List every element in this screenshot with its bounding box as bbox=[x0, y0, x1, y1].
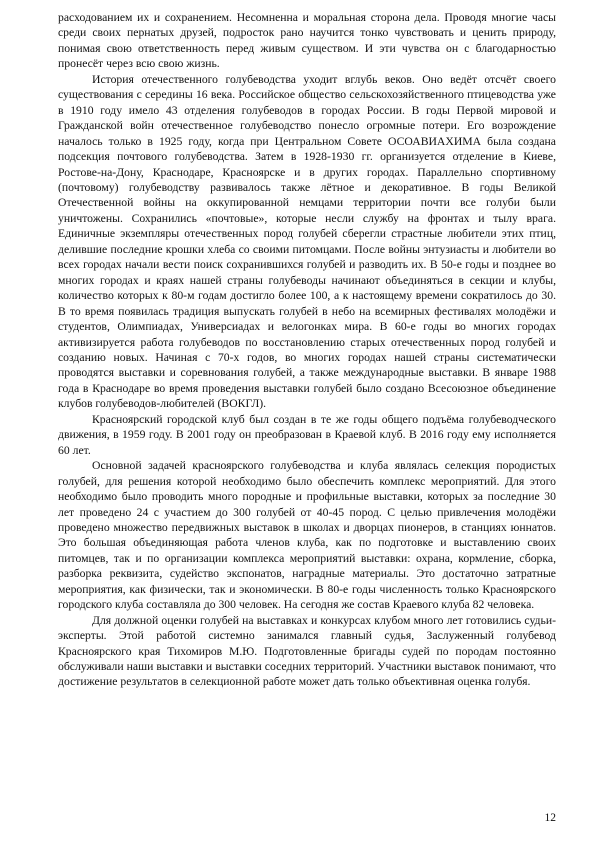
paragraph-3: Красноярский городской клуб был создан в те же годы общего подъёма голубеводческого движения, в 1959 году. В 2001 году он преобразован в Краевой клуб. В 2016 году ему исполняется 60 лет. bbox=[58, 412, 556, 457]
paragraph-2: История отечественного голубеводства уходит вглубь веков. Оно ведёт отсчёт своего существования с середины 16 века. Российское общество сельскохозяйственного птицеводства уже в 1910 году имело 43 отделения голубеводов в городах России. В годы Первой мировой и Гражданской войн отечественное голубеводство понесло огромные потери. Его возрождение началось только в 1925 году, когда при Центральном Совете ОСОАВИАХИМА была создана подсекция почтового голубеводства. Затем в 1928-1930 гг. организуется отделение в Киеве, Ростове-на-Дону, Краснодаре, Красноярске и в других городах. Параллельно спортивному (почтовому) голубеводству развивалось также лётное и декоративное. В годы Великой Отечественной войны на оккупированной немцами территории почти все голуби были уничтожены. Сохранились «почтовые», которые несли службу на фронтах и тылу врага. Единичные экземпляры отечественных пород голубей сберегли страстные любители этих птиц, делившие последние крошки хлеба со своими питомцами. После войны энтузиасты и любители во всех городах начали вести поиск сохранившихся голубей и разводить их. В 50-е годы и позднее во многих городах и краях нашей страны голубеводы начинают объединяться в секции и клубы, количество которых к 80-м годам достигло более 100, а к настоящему времени сократилось до 30. В то время появилась традиция выпускать голубей в небо на всемирных фестивалях молодёжи и студентов, Олимпиадах, Универсиадах и велогонках мира. В 60-е годы во многих городах активизируется работа голубеводов по восстановлению старых отечественных пород голубей и созданию новых. Начиная с 70-х годов, во многих городах нашей страны систематически проводятся выставки и соревнования голубей, а также международные выставки. В январе 1988 года в Краснодаре во время проведения выставки голубей было создано Всесоюзное объединение клубов голубеводов-любителей (ВОКГЛ). bbox=[58, 72, 556, 411]
paragraph-5: Для должной оценки голубей на выставках и конкурсах клубом много лет готовились судьи-эксперты. Этой работой системно занимался главный судья, Заслуженный голубевод Красноярского края Тихомиров М.Ю. Подготовленные бригады судей по породам постоянно обслуживали наши выставки и выставки соседних территорий. Участники выставок понимают, что достижение результатов в селекционной работе может дать только объективная оценка голубя. bbox=[58, 613, 556, 689]
page-number: 12 bbox=[544, 812, 556, 824]
body-text bbox=[58, 10, 556, 690]
paragraph-4: Основной задачей красноярского голубеводства и клуба являлась селекция породистых голубей, для решения которой необходимо было обеспечить комплекс мероприятий. Для этого необходимо было проводить много породные и профильные выставки, которых за последние 30 лет проведено 24 с участием до 300 голубей от 40-45 пород. С целью привлечения молодёжи проведено множество передвижных выставок в школах и дворцах пионеров, в станциях юннатов. Это большая объединяющая работа членов клуба, как по подготовке и выставлению своих питомцев, так и по организации комплекса мероприятий выставки: охрана, кормление, сборка, разборка реквизита, судейство экспонатов, наградные материалы. Это достаточно затратные мероприятия, как физически, так и экономически. В 80-е годы численность только Красноярского городского клуба составляла до 300 человек. На сегодня же состав Краевого клуба 82 человека. bbox=[58, 459, 556, 612]
paragraph-1: расходованием их и сохранением. Несомненна и моральная сторона дела. Проводя многие часы среди своих пернатых друзей, подросток рано научится тонко чувствовать и ценить природу, понимая свою ответственность перед живым существом. И эти чувства он с благодарностью пронесёт через всю свою жизнь. bbox=[58, 11, 556, 71]
